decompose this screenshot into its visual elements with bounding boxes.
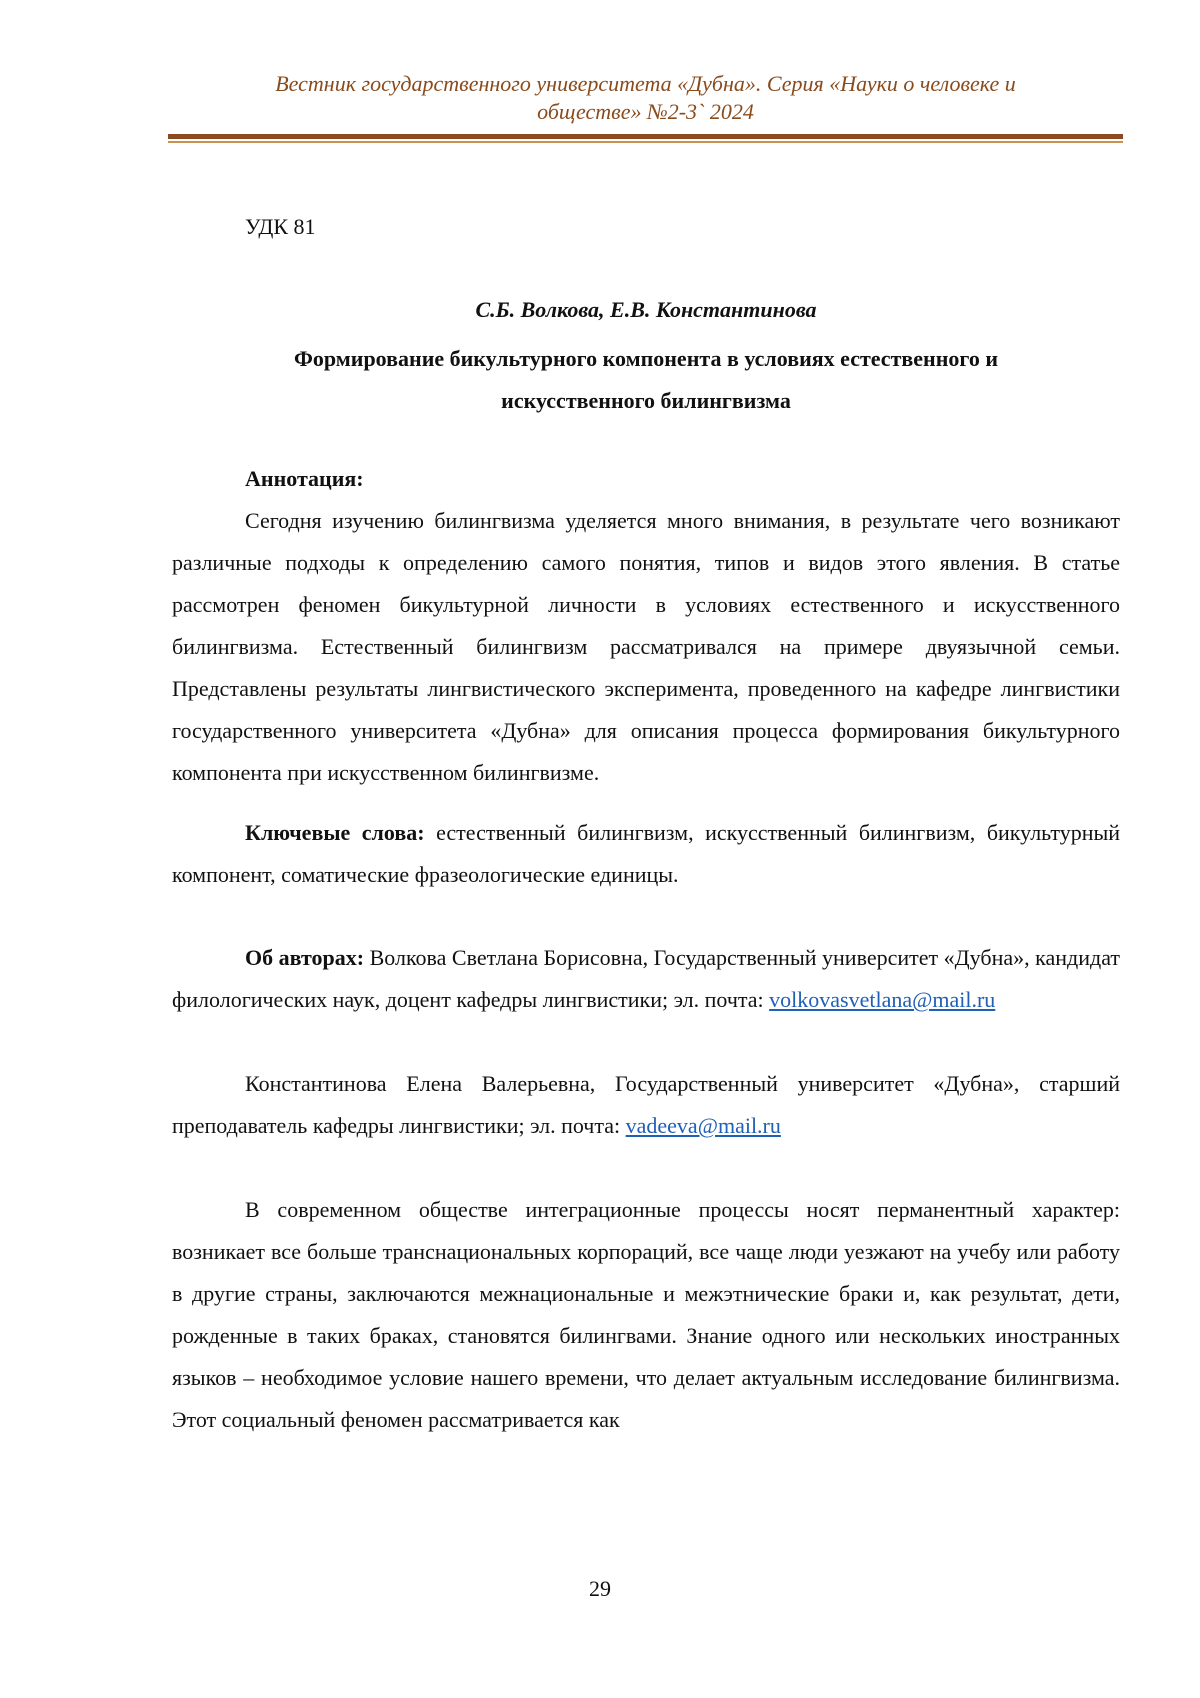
article-title-line-2: искусственного билингвизма — [172, 380, 1120, 422]
about-author-1 — [172, 937, 1120, 1021]
keywords-label: Ключевые слова: — [245, 820, 425, 845]
journal-header-line-1: Вестник государственного университета «Дубна». Серия «Науки о человеке и — [168, 70, 1123, 98]
keywords-paragraph — [172, 812, 1120, 896]
author-2-email-link[interactable]: vadeeva@mail.ru — [626, 1113, 781, 1138]
about-author-2 — [172, 1063, 1120, 1147]
article-title — [172, 338, 1120, 422]
page-number: 29 — [0, 1574, 1200, 1604]
journal-header-line-2: обществе» №2-3` 2024 — [168, 98, 1123, 126]
udk-code: УДК 81 — [245, 212, 316, 242]
header-rule-thick — [168, 134, 1123, 139]
about-authors-label: Об авторах: — [245, 945, 364, 970]
keywords-text: естественный билингвизм, искусственный билингвизм, бикультурный компонент, соматические фразеологические единицы. — [172, 820, 1120, 887]
body-paragraph: В современном обществе интеграционные процессы носят перманентный характер: возникает все больше транснациональных корпораций, все чаще люди уезжают на учебу или работу в другие страны, заключаются межнациональные и межэтнические браки и, как результат, дети, рожденные в таких браках, становятся билингвами. Знание одного или нескольких иностранных языков – необходимое условие нашего времени, что делает актуальным исследование билингвизма. Этот социальный феномен рассматривается как — [172, 1189, 1120, 1441]
author-1-info: Волкова Светлана Борисовна, Государственный университет «Дубна», кандидат филологических наук, доцент кафедры лингвистики; эл. почта: — [172, 945, 1120, 1012]
annotation-heading: Аннотация: — [245, 464, 364, 494]
journal-header — [168, 70, 1123, 126]
annotation-text: Сегодня изучению билингвизма уделяется много внимания, в результате чего возникают различные подходы к определению самого понятия, типов и видов этого явления. В статье рассмотрен феномен бикультурной личности в условиях естественного и искусственного билингвизма. Естественный билингвизм рассматривался на примере двуязычной семьи. Представлены результаты лингвистического эксперимента, проведенного на кафедре лингвистики государственного университета «Дубна» для описания процесса формирования бикультурного компонента при искусственном билингвизме. — [172, 500, 1120, 794]
header-rule-thin — [168, 141, 1123, 143]
article-authors: С.Б. Волкова, Е.В. Константинова — [172, 295, 1120, 325]
author-2-info: Константинова Елена Валерьевна, Государственный университет «Дубна», старший преподаватель кафедры лингвистики; эл. почта: — [172, 1071, 1120, 1138]
article-title-line-1: Формирование бикультурного компонента в условиях естественного и — [172, 338, 1120, 380]
author-1-email-link[interactable]: volkovasvetlana@mail.ru — [769, 987, 995, 1012]
